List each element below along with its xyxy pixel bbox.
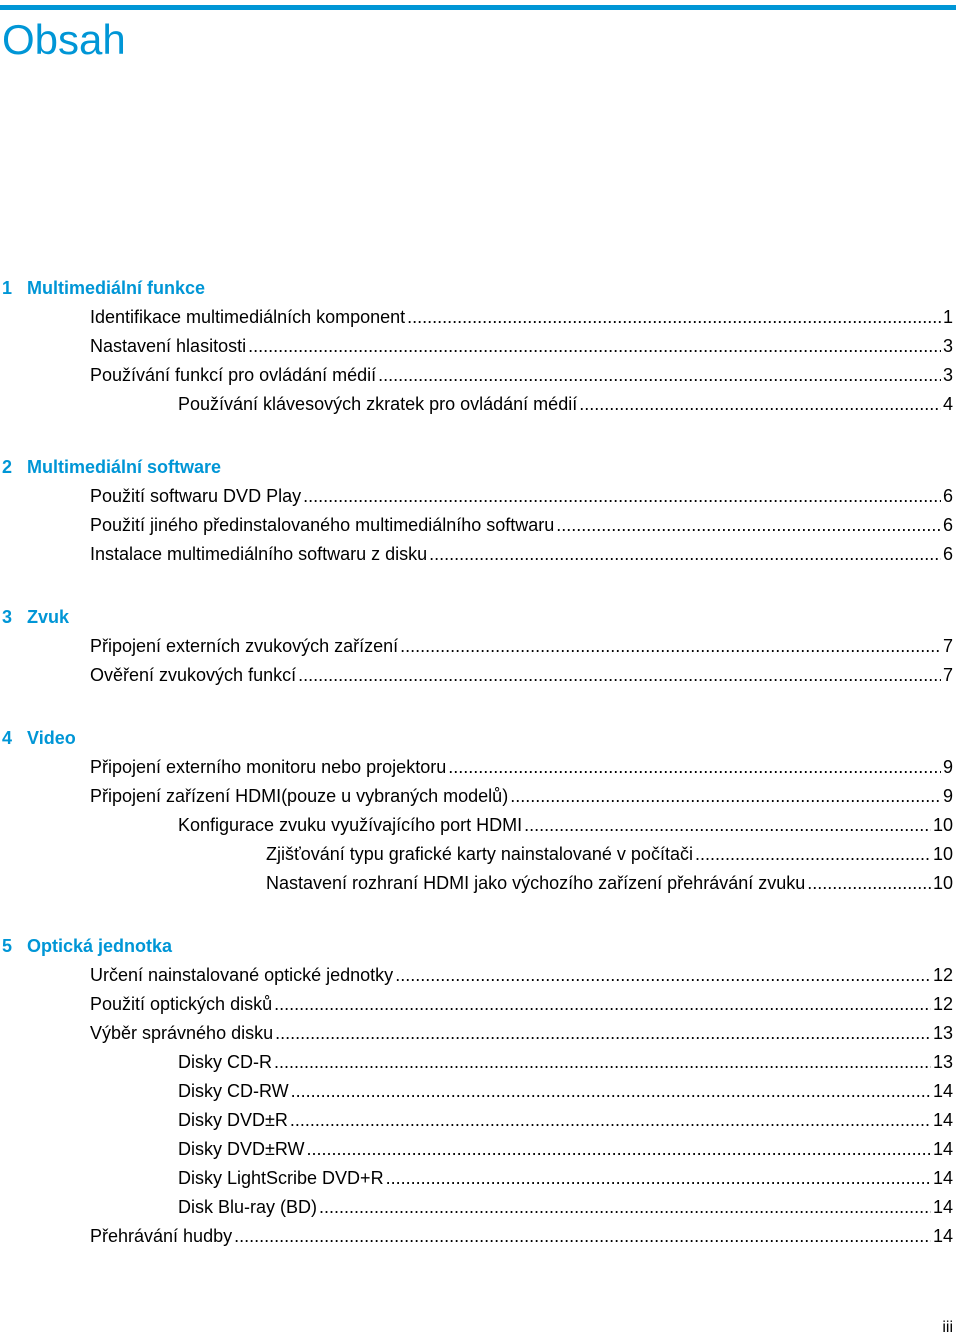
toc-entry[interactable] [178,1166,953,1190]
toc-entry[interactable] [90,334,953,358]
dot-leader [448,755,941,779]
toc-entry-label: Identifikace multimediálních komponent [90,307,406,327]
toc-entry-page: 14 [932,1197,953,1217]
chapter-title: Optická jednotka [27,936,173,956]
toc-entry[interactable] [90,1021,953,1045]
toc-entry-page: 12 [932,994,953,1014]
toc-entry-page: 10 [932,873,953,893]
toc-entry-page: 13 [932,1052,953,1072]
chapter-3-heading[interactable] [2,605,69,629]
dot-leader [400,634,941,658]
toc-entry-page: 9 [942,786,953,806]
dot-leader [386,1166,931,1190]
toc-entry[interactable] [90,992,953,1016]
toc-entry-page: 7 [942,636,953,656]
toc-entry-label: Disky LightScribe DVD+R [178,1168,384,1188]
chapter-title: Multimediální software [27,457,222,477]
dot-leader [510,784,941,808]
toc-entry[interactable] [266,842,953,866]
chapter-number: 2 [2,457,13,477]
toc-entry-label: Použití jiného předinstalovaného multimediálního softwaru [90,515,555,535]
toc-entry[interactable] [90,784,953,808]
dot-leader [378,363,941,387]
chapter-title: Video [27,728,76,748]
toc-entry[interactable] [90,305,953,329]
toc-entry-label: Konfigurace zvuku využívajícího port HDMI [178,815,523,835]
dot-leader [303,484,941,508]
chapter-2-heading[interactable] [2,455,221,479]
dot-leader [298,663,941,687]
toc-entry-label: Použití optických disků [90,994,273,1014]
chapter-number: 3 [2,607,13,627]
toc-entry-label: Přehrávání hudby [90,1226,233,1246]
toc-entry-page: 13 [932,1023,953,1043]
dot-leader [319,1195,931,1219]
chapter-title: Multimediální funkce [27,278,206,298]
toc-entry-label: Připojení externích zvukových zařízení [90,636,399,656]
toc-entry-label: Disky DVD±R [178,1110,288,1130]
dot-leader [307,1137,931,1161]
top-rule [0,5,956,10]
toc-entry-label: Ověření zvukových funkcí [90,665,297,685]
toc-entry-page: 12 [932,965,953,985]
toc-entry[interactable] [90,963,953,987]
toc-entry-label: Určení nainstalované optické jednotky [90,965,394,985]
toc-entry[interactable] [90,1224,953,1248]
page-number: iii [942,1319,953,1336]
chapter-number: 4 [2,728,13,748]
page-title: Obsah [2,16,126,63]
toc-entry[interactable] [266,871,953,895]
toc-entry-label: Disky CD-RW [178,1081,289,1101]
toc-entry-label: Použití softwaru DVD Play [90,486,302,506]
dot-leader [275,1021,931,1045]
toc-entry-label: Disky CD-R [178,1052,272,1072]
toc-entry-page: 4 [942,394,953,414]
toc-entry[interactable] [90,363,953,387]
toc-entry[interactable] [90,755,953,779]
toc-entry-label: Připojení externího monitoru nebo projektoru [90,757,447,777]
toc-entry[interactable] [178,1108,953,1132]
toc-entry[interactable] [90,513,953,537]
toc-entry-label: Zjišťování typu grafické karty nainstalované v počítači [266,844,693,864]
dot-leader [291,1079,931,1103]
toc-entry-page: 14 [932,1226,953,1246]
toc-entry-page: 6 [942,515,953,535]
dot-leader [248,334,941,358]
dot-leader [290,1108,931,1132]
chapter-5-heading[interactable] [2,934,172,958]
dot-leader [395,963,931,987]
toc-entry-page: 3 [942,336,953,356]
chapter-number: 5 [2,936,13,956]
toc-entry[interactable] [90,634,953,658]
dot-leader [274,1050,931,1074]
toc-entry-label: Připojení zařízení HDMI(pouze u vybraných modelů) [90,786,509,806]
toc-entry[interactable] [178,1195,953,1219]
toc-entry-label: Výběr správného disku [90,1023,274,1043]
toc-entry-page: 7 [942,665,953,685]
toc-entry-page: 1 [942,307,953,327]
dot-leader [807,871,931,895]
dot-leader [556,513,941,537]
toc-entry-page: 14 [932,1110,953,1130]
toc-entry-page: 14 [932,1139,953,1159]
dot-leader [429,542,941,566]
toc-entry[interactable] [90,484,953,508]
toc-entry-page: 6 [942,544,953,564]
toc-entry[interactable] [178,1050,953,1074]
toc-entry-label: Používání funkcí pro ovládání médií [90,365,377,385]
toc-entry-label: Disky DVD±RW [178,1139,305,1159]
toc-entry-label: Nastavení hlasitosti [90,336,247,356]
dot-leader [407,305,941,329]
toc-entry-label: Disk Blu-ray (BD) [178,1197,318,1217]
toc-entry-page: 14 [932,1168,953,1188]
toc-entry[interactable] [178,813,953,837]
chapter-number: 1 [2,278,13,298]
toc-entry[interactable] [178,1137,953,1161]
toc-entry-label: Instalace multimediálního softwaru z disku [90,544,428,564]
toc-entry[interactable] [90,663,953,687]
toc-entry-label: Nastavení rozhraní HDMI jako výchozího zařízení přehrávání zvuku [266,873,806,893]
dot-leader [524,813,931,837]
toc-entry-label: Používání klávesových zkratek pro ovládání médií [178,394,578,414]
toc-entry-page: 3 [942,365,953,385]
toc-entry[interactable] [178,1079,953,1103]
chapter-4-heading[interactable] [2,726,76,750]
dot-leader [695,842,931,866]
toc-entry-page: 6 [942,486,953,506]
toc-entry[interactable] [178,392,953,416]
dot-leader [274,992,931,1016]
toc-entry-page: 10 [932,844,953,864]
dot-leader [579,392,941,416]
toc-entry-page: 10 [932,815,953,835]
chapter-title: Zvuk [27,607,70,627]
toc-entry-page: 14 [932,1081,953,1101]
dot-leader [234,1224,931,1248]
chapter-1-heading[interactable] [2,276,205,300]
toc-entry-page: 9 [942,757,953,777]
toc-entry[interactable] [90,542,953,566]
